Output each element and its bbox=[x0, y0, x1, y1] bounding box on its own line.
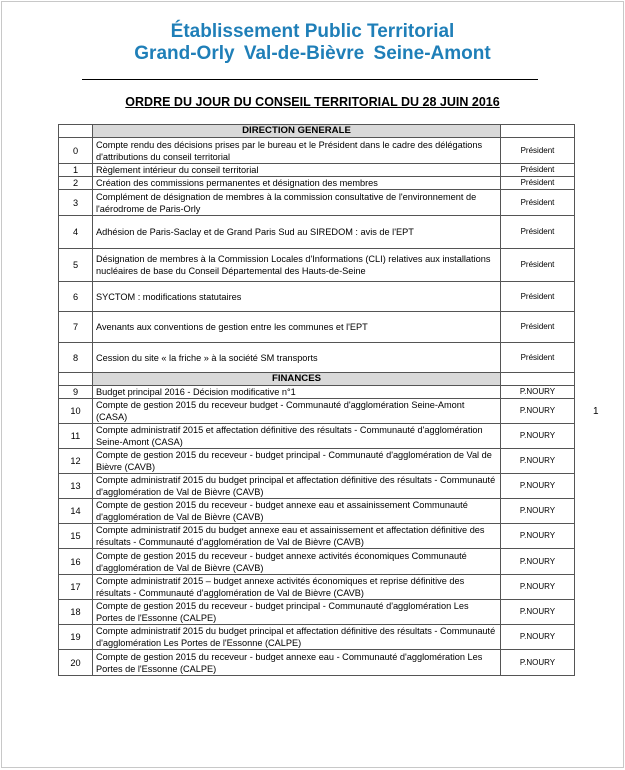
item-rapporteur: Président bbox=[501, 177, 575, 190]
item-number: 12 bbox=[59, 449, 93, 474]
section-heading-finances: FINANCES bbox=[93, 373, 501, 386]
item-rapporteur: Président bbox=[501, 343, 575, 373]
table-row bbox=[59, 449, 575, 474]
item-number: 4 bbox=[59, 216, 93, 249]
item-rapporteur: Président bbox=[501, 138, 575, 164]
item-description: Compte de gestion 2015 du receveur - budget annexe activités économiques Communauté d'agglomération de Val de Bièvre (CAVB) bbox=[93, 549, 501, 575]
agenda-title: ORDRE DU JOUR DU CONSEIL TERRITORIAL DU 28 JUIN 2016 bbox=[125, 95, 500, 109]
item-description: Création des commissions permanentes et désignation des membres bbox=[93, 177, 501, 190]
item-rapporteur: P.NOURY bbox=[501, 650, 575, 676]
item-rapporteur: P.NOURY bbox=[501, 600, 575, 625]
item-description: Compte administratif 2015 du budget principal et affectation définitive des résultats - Communauté d'agglomération de Val de Bièvre (CAVB) bbox=[93, 474, 501, 499]
agenda-table bbox=[58, 124, 575, 676]
item-number: 9 bbox=[59, 386, 93, 399]
table-row bbox=[59, 399, 575, 424]
item-rapporteur: Président bbox=[501, 190, 575, 216]
title-divider bbox=[82, 79, 538, 80]
item-rapporteur: P.NOURY bbox=[501, 386, 575, 399]
item-description: Compte administratif 2015 – budget annexe activités économiques et reprise définitive des résultats - Communauté d'agglomération de Val de Bièvre (CAVB) bbox=[93, 575, 501, 600]
table-row bbox=[59, 249, 575, 282]
item-description: Budget principal 2016 - Décision modificative n°1 bbox=[93, 386, 501, 399]
table-row bbox=[59, 600, 575, 625]
item-description: Compte rendu des décisions prises par le bureau et le Président dans le cadre des délégations d'attributions du conseil territorial bbox=[93, 138, 501, 164]
item-number: 7 bbox=[59, 312, 93, 343]
item-rapporteur: Président bbox=[501, 312, 575, 343]
section-spacer bbox=[59, 373, 93, 386]
item-number: 3 bbox=[59, 190, 93, 216]
item-rapporteur: P.NOURY bbox=[501, 499, 575, 524]
item-rapporteur: P.NOURY bbox=[501, 549, 575, 575]
item-number: 2 bbox=[59, 177, 93, 190]
item-number: 0 bbox=[59, 138, 93, 164]
table-row bbox=[59, 386, 575, 399]
table-row bbox=[59, 312, 575, 343]
table-row bbox=[59, 549, 575, 575]
item-rapporteur: Président bbox=[501, 164, 575, 177]
item-description: Compte de gestion 2015 du receveur - budget annexe eau et assainissement Communauté d'agglomération de Val de Bièvre (CAVB) bbox=[93, 499, 501, 524]
table-row bbox=[59, 524, 575, 549]
section-spacer bbox=[501, 125, 575, 138]
item-description: Compte de gestion 2015 du receveur - budget principal - Communauté d'agglomération Les Portes de l'Essonne (CALPE) bbox=[93, 600, 501, 625]
table-row bbox=[59, 575, 575, 600]
item-description: Avenants aux conventions de gestion entre les communes et l'EPT bbox=[93, 312, 501, 343]
agenda-body bbox=[59, 125, 575, 676]
item-description: SYCTOM : modifications statutaires bbox=[93, 282, 501, 312]
page-number: 1 bbox=[593, 406, 599, 417]
item-description: Complément de désignation de membres à la commission consultative de l'environnement de l'aérodrome de Paris-Orly bbox=[93, 190, 501, 216]
table-row bbox=[59, 650, 575, 676]
table-row bbox=[59, 164, 575, 177]
item-number: 1 bbox=[59, 164, 93, 177]
item-description: Règlement intérieur du conseil territorial bbox=[93, 164, 501, 177]
item-number: 13 bbox=[59, 474, 93, 499]
document-page bbox=[1, 1, 624, 768]
table-row bbox=[59, 190, 575, 216]
table-row bbox=[59, 343, 575, 373]
table-row bbox=[59, 177, 575, 190]
section-spacer bbox=[501, 373, 575, 386]
organization-title: Établissement Public Territorial bbox=[170, 21, 455, 42]
item-number: 11 bbox=[59, 424, 93, 449]
table-row bbox=[59, 282, 575, 312]
table-row bbox=[59, 625, 575, 650]
section-row-direction bbox=[59, 125, 575, 138]
item-description: Compte administratif 2015 du budget principal et affectation définitive des résultats - Communauté d'agglomération Les Portes de l'Essonne (CALPE) bbox=[93, 625, 501, 650]
item-description: Compte de gestion 2015 du receveur - budget principal - Communauté d'agglomération de Val de Bièvre (CAVB) bbox=[93, 449, 501, 474]
item-number: 8 bbox=[59, 343, 93, 373]
item-rapporteur: P.NOURY bbox=[501, 625, 575, 650]
table-row bbox=[59, 474, 575, 499]
item-rapporteur: P.NOURY bbox=[501, 424, 575, 449]
table-row bbox=[59, 499, 575, 524]
section-heading-direction: DIRECTION GENERALE bbox=[93, 125, 501, 138]
item-number: 16 bbox=[59, 549, 93, 575]
item-description: Compte de gestion 2015 du receveur - budget annexe eau - Communauté d'agglomération Les Portes de l'Essonne (CALPE) bbox=[93, 650, 501, 676]
item-rapporteur: P.NOURY bbox=[501, 575, 575, 600]
item-number: 19 bbox=[59, 625, 93, 650]
item-description: Compte administratif 2015 du budget annexe eau et assainissement et affectation définitive des résultats - Communauté d'agglomération de Val de Bièvre (CAVB) bbox=[93, 524, 501, 549]
item-number: 14 bbox=[59, 499, 93, 524]
item-rapporteur: P.NOURY bbox=[501, 524, 575, 549]
item-number: 18 bbox=[59, 600, 93, 625]
section-row-finances bbox=[59, 373, 575, 386]
item-number: 20 bbox=[59, 650, 93, 676]
item-number: 5 bbox=[59, 249, 93, 282]
item-rapporteur: P.NOURY bbox=[501, 449, 575, 474]
table-row bbox=[59, 424, 575, 449]
organization-subtitle: Grand-Orly Val-de-Bièvre Seine-Amont bbox=[134, 43, 491, 64]
item-description: Adhésion de Paris-Saclay et de Grand Paris Sud au SIREDOM : avis de l'EPT bbox=[93, 216, 501, 249]
item-description: Désignation de membres à la Commission Locales d'Informations (CLI) relatives aux installations nucléaires de base du Conseil Départemental des Hauts-de-Seine bbox=[93, 249, 501, 282]
item-rapporteur: Président bbox=[501, 216, 575, 249]
section-spacer bbox=[59, 125, 93, 138]
table-row bbox=[59, 138, 575, 164]
item-rapporteur: Président bbox=[501, 249, 575, 282]
item-number: 10 bbox=[59, 399, 93, 424]
item-rapporteur: P.NOURY bbox=[501, 399, 575, 424]
item-rapporteur: P.NOURY bbox=[501, 474, 575, 499]
item-description: Cession du site « la friche » à la société SM transports bbox=[93, 343, 501, 373]
table-row bbox=[59, 216, 575, 249]
item-description: Compte administratif 2015 et affectation définitive des résultats - Communauté d'agglomération Seine-Amont (CASA) bbox=[93, 424, 501, 449]
item-rapporteur: Président bbox=[501, 282, 575, 312]
item-number: 15 bbox=[59, 524, 93, 549]
item-description: Compte de gestion 2015 du receveur budget - Communauté d'agglomération Seine-Amont (CASA) bbox=[93, 399, 501, 424]
item-number: 6 bbox=[59, 282, 93, 312]
item-number: 17 bbox=[59, 575, 93, 600]
